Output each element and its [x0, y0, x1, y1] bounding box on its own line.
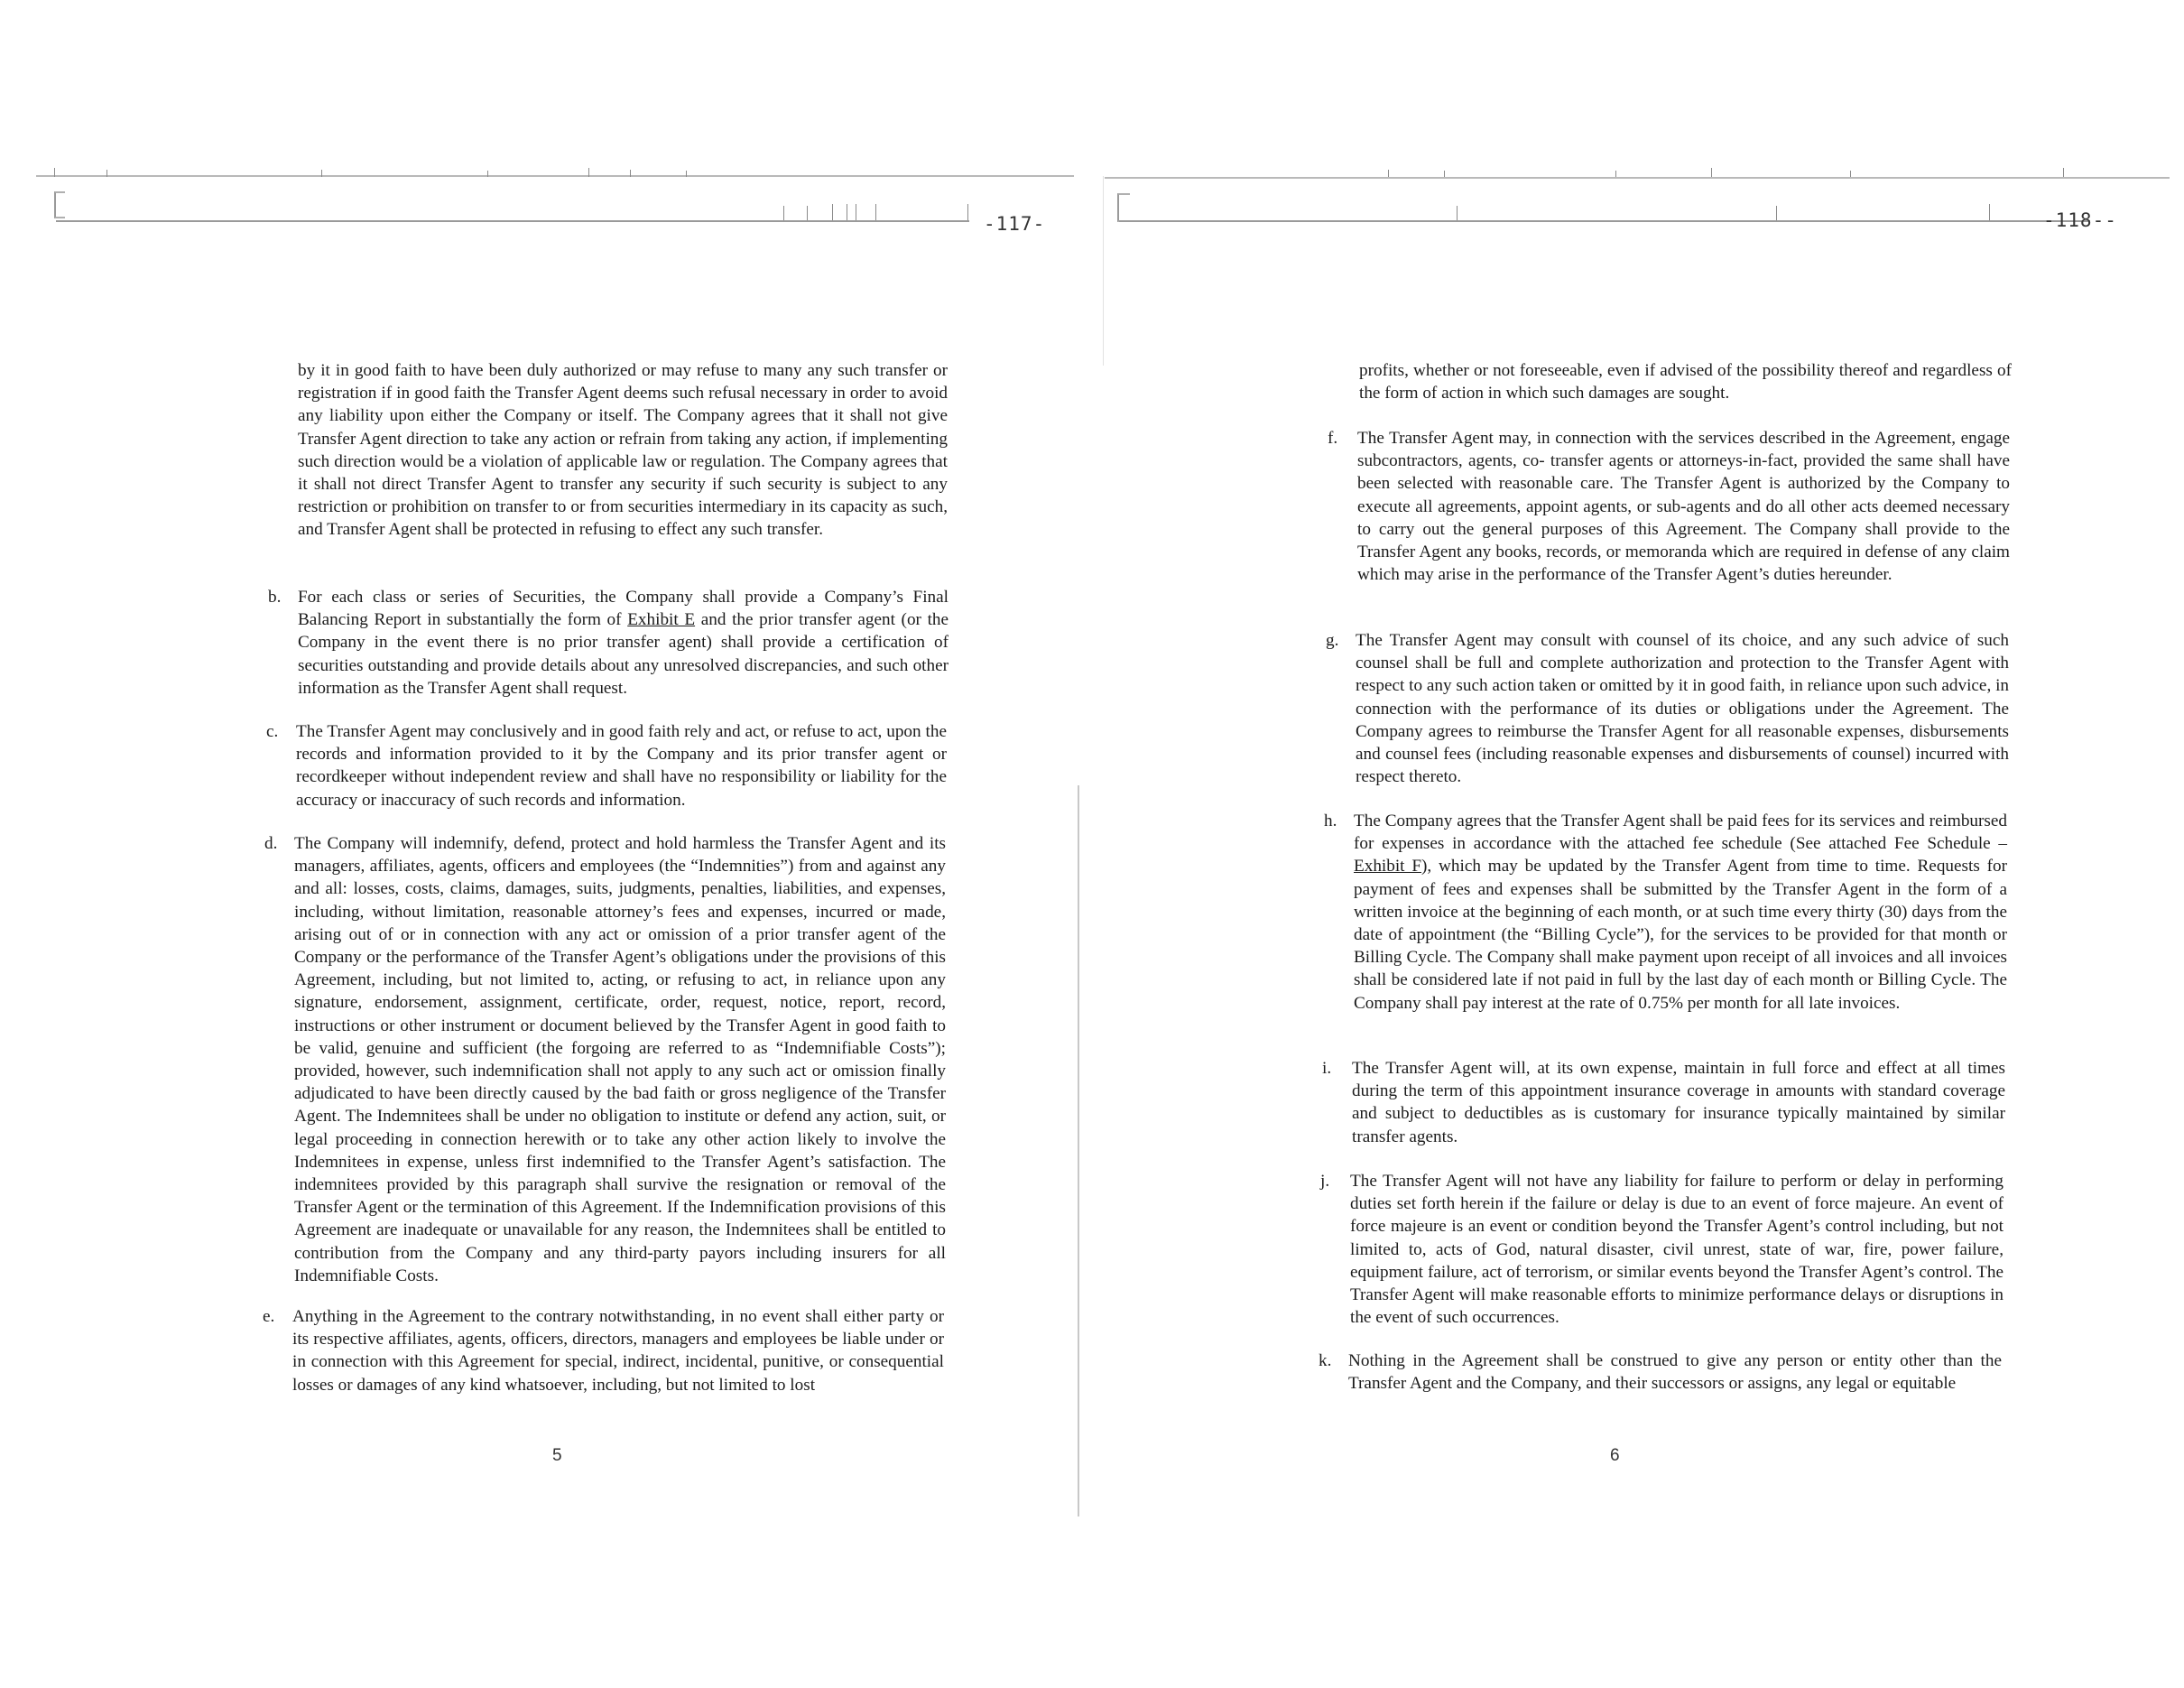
clause-text: The Transfer Agent will not have any liability for failure to perform or delay in performing duties set forth herein if the failure or delay is due to an event of force majeure. An event of force majeure is an event or condition beyond the Transfer Agent’s control including, but not limited to, acts of God, natural disaster, civil unrest, state of war, fire, power failure, equipment failure, act of terrorism, or similar events beyond the Transfer Agent’s control. The Transfer Agent will make reasonable efforts to minimize performance delays or disruptions in the event of such occurrences.	[1350, 1172, 2004, 1328]
ruler-tick	[588, 168, 589, 177]
clause-text: The Transfer Agent may, in connection with the services described in the Agreement, engage subcontractors, agents, co- transfer agents or attorneys-in-fact, provided the same shall have been selected with reasonable care. The Transfer Agent is authorized by the Company to execute all agreements, appoint agents, or sub-agents and do all other acts deemed necessary to carry out the general purposes of this Agreement. The Company shall provide to the Transfer Agent any books, records, or memoranda which are required in defense of any claim which may arise in the performance of the Transfer Agent’s duties hereunder.	[1357, 429, 2010, 585]
ruler-tick	[1711, 168, 1712, 177]
clause-b	[268, 586, 949, 700]
clause-c	[266, 720, 947, 812]
ruler-tick	[807, 206, 808, 220]
ruler-tick	[106, 170, 107, 177]
ruler-tick	[1989, 204, 1990, 220]
right-page	[1079, 0, 2184, 1688]
ruler-tick	[1388, 170, 1389, 177]
header-ruler-bottom	[56, 220, 969, 222]
clause-f	[1328, 427, 2010, 586]
left-page	[0, 0, 1079, 1688]
exhibit-f-link: Exhibit F	[1354, 857, 1422, 876]
header-ruler-bottom	[1119, 220, 2090, 222]
ruler-tick	[875, 204, 876, 220]
clause-marker: h.	[1324, 812, 1337, 830]
ruler-tick	[1457, 206, 1458, 220]
clause-marker: i.	[1322, 1059, 1332, 1078]
ruler-tick	[832, 204, 833, 220]
clause-text: Nothing in the Agreement shall be construed to give any person or entity other than the Transfer Agent and the Company, and their successors or assigns, any legal or equitable	[1348, 1351, 2002, 1394]
header-bracket	[54, 191, 65, 218]
clause-h	[1324, 810, 2008, 1015]
clause-marker: k.	[1319, 1351, 1332, 1370]
clause-marker: d.	[264, 834, 278, 853]
page-stamp: -118--	[2043, 209, 2117, 231]
clause-text: The Transfer Agent will, at its own expense, maintain in full force and effect at all times during the term of this appointment insurance coverage in amounts with standard coverage and subject to deductibles as is customary for insurance typically maintained by similar transfer agents.	[1352, 1059, 2005, 1146]
ruler-tick	[1776, 206, 1777, 220]
page-stamp: -117-	[984, 213, 1046, 235]
clause-text: The Company will indemnify, defend, protect and hold harmless the Transfer Agent and its managers, affiliates, agents, officers and employees (the “Indemnities”) from and against any and all: losses, costs, claims, damages, suits, judgments, penalties, liabilities, and expenses, including, without limitation, reasonable attorney’s fees and expenses, incurred or made, arising out of or in connection with any act or omission of a prior transfer agent of the Company or the performance of the Transfer Agent’s obligations under the provisions of this Agreement, including, but not limited to, acting, or refusing to act, in reliance upon any signature, endorsement, assignment, certificate, order, request, notice, report, record, instructions or other instrument or document believed by the Transfer Agent in good faith to be valid, genuine and sufficient (the forgoing are referred to as “Indemnifiable Costs”); provided, however, such indemnification shall not apply to any such act or omission finally adjudicated to have been directly caused by the bad faith or gross negligence of the Transfer Agent. The Indemnitees shall be under no obligation to institute or defend any action, suit, or legal proceeding in connection herewith or to take any other action likely to involve the Indemnitees in expense, unless first indemnified to the Transfer Agent’s satisfaction. The indemnitees provided by this paragraph shall survive the resignation or removal of the Transfer Agent or the termination of this Agreement. If the Indemnification provisions of this Agreement are inadequate or unavailable for any reason, the Indemnitees shall be entitled to contribution from the Company and any third-party payors including insurers for all Indemnifiable Costs.	[294, 834, 946, 1285]
ruler-tick	[54, 168, 55, 177]
ruler-tick	[686, 171, 687, 177]
clause-marker: b.	[268, 588, 282, 607]
clause-e	[263, 1305, 944, 1396]
clause-j	[1320, 1170, 2004, 1329]
ruler-tick	[321, 170, 322, 177]
ruler-tick	[783, 206, 784, 220]
ruler-tick	[630, 170, 631, 177]
clause-marker: j.	[1320, 1172, 1330, 1191]
ruler-tick	[1444, 171, 1445, 177]
clause-k	[1319, 1349, 2002, 1395]
paragraph-continued: by it in good faith to have been duly authorized or may refuse to many any such transfer or registration if in good faith the Transfer Agent deems such refusal necessary in order to avoid any liability upon either the Company or itself. The Company agrees that it shall not give Transfer Agent direction to take any action or refrain from taking any action, if implementing such direction would be a violation of applicable law or regulation. The Company agrees that it shall not direct Transfer Agent to transfer any security if such security is subject to any restriction or prohibition on transfer to or from securities intermediary in its capacity as such, and Transfer Agent shall be protected in refusing to effect any such transfer.	[298, 361, 948, 540]
paragraph-continued: profits, whether or not foreseeable, even if advised of the possibility thereof and regardless of the form of action in which such damages are sought.	[1359, 361, 2012, 403]
exhibit-e-link: Exhibit E	[627, 610, 696, 630]
page-number: 6	[1610, 1446, 1620, 1465]
ruler-tick	[487, 171, 488, 177]
clause-text: The Company agrees that the Transfer Agent shall be paid fees for its services and reimbursed for expenses in accordance with the attached fee schedule (See attached Fee Schedule –	[1354, 812, 2007, 854]
clause-text: ), which may be updated by the Transfer Agent from time to time. Requests for payment of fees and expenses shall be submitted by the Transfer Agent in the form of a written invoice at the beginning of each month, or at such time every thirty (30) days from the date of appointment (the “Billing Cycle”), for the services to be provided for that month or Billing Cycle. The Company shall make payment upon receipt of all invoices and all invoices shall be considered late if not paid in full by the last day of each month or Billing Cycle. The Company shall pay interest at the rate of 0.75% per month for all late invoices.	[1354, 857, 2008, 1013]
clause-text: For each class or series of Securities, the Company shall provide a Company’s Final Balancing Report in substantially the form of	[298, 588, 949, 630]
clause-marker: g.	[1326, 631, 1339, 650]
clause-text: and the prior transfer agent (or the Company in the event there is no prior transfer agent) shall provide a certification of securities outstanding and provide details about any unresolved discrepancies, and such other information as the Transfer Agent shall request.	[298, 610, 949, 698]
clause-text: Anything in the Agreement to the contrary notwithstanding, in no event shall either party or its respective affiliates, agents, officers, directors, managers and employees be liable under or in connection with this Agreement for special, indirect, incidental, punitive, or consequential losses or damages of any kind whatsoever, including, but not limited to lost	[292, 1307, 944, 1395]
clause-text: The Transfer Agent may consult with counsel of its choice, and any such advice of such counsel shall be full and complete authorization and protection to the Transfer Agent with respect to any such action taken or omitted by it in good faith, in reliance upon such advice, in connection with the performance of its duties or obligations under the Agreement. The Company agrees to reimburse the Transfer Agent for all reasonable expenses, disbursements and counsel fees (including reasonable expenses and disbursements of counsel) incurred with respect thereto.	[1356, 631, 2009, 787]
ruler-tick	[2063, 168, 2064, 177]
clause-g	[1326, 629, 2009, 788]
header-bracket	[1117, 193, 1130, 222]
clause-i	[1322, 1057, 2005, 1148]
clause-text: The Transfer Agent may conclusively and in good faith rely and act, or refuse to act, upon the records and information provided to it by the Company and its prior transfer agent or recordkeeper without independent review and shall have no responsibility or liability for the accuracy or inaccuracy of such records and information.	[296, 722, 947, 810]
header-ruler-top	[1105, 177, 2170, 179]
clause-marker: c.	[266, 722, 279, 741]
ruler-tick	[1615, 171, 1616, 177]
ruler-tick	[1850, 171, 1851, 177]
clause-marker: f.	[1328, 429, 1338, 448]
header-ruler-top	[36, 175, 1074, 177]
page-number: 5	[552, 1446, 562, 1465]
clause-marker: e.	[263, 1307, 275, 1326]
ruler-tick	[967, 204, 968, 220]
clause-d	[264, 832, 946, 1287]
